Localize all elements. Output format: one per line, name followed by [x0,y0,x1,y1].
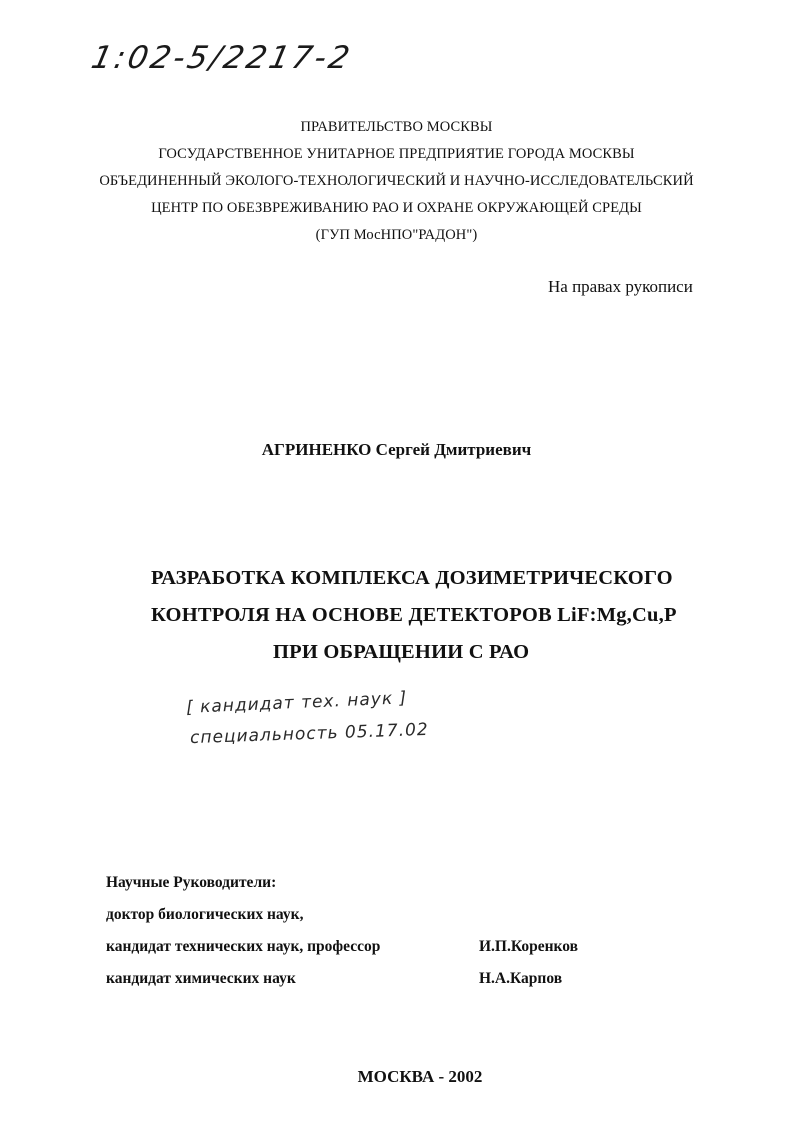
org-line-center-1: ОБЪЕДИНЕННЫЙ ЭКОЛОГО-ТЕХНОЛОГИЧЕСКИЙ И НАУЧНО-ИССЛЕДОВАТЕЛЬСКИЙ [99,173,694,189]
supervisor-degree-1: доктор биологических наук, [106,906,304,923]
author-name: АГРИНЕНКО Сергей Дмитриевич [261,440,532,459]
org-line-center-2: ЦЕНТР ПО ОБЕЗВРЕЖИВАНИЮ РАО И ОХРАНЕ ОКРУЖАЮЩЕЙ СРЕДЫ [151,200,642,216]
supervisor-name-2: И.П.Коренков [479,938,578,955]
handwritten-catalog-number: 1:02-5/2217-2 [88,40,356,76]
supervisors-heading: Научные Руководители: [106,874,277,891]
supervisor-degree-3: кандидат химических наук [106,970,296,987]
manuscript-rights-note: На правах рукописи [548,277,693,296]
supervisor-name-3: Н.А.Карпов [479,970,563,987]
thesis-title-line-2: КОНТРОЛЯ НА ОСНОВЕ ДЕТЕКТОРОВ LiF:Mg,Cu,P [151,604,677,626]
organization-header [0,114,793,249]
supervisor-degree-2: кандидат технических наук, профессор [106,938,381,955]
thesis-title-line-3: ПРИ ОБРАЩЕНИИ С РАО [273,641,530,663]
org-line-abbreviation: (ГУП МосНПО"РАДОН") [315,227,478,243]
city-year-footer: МОСКВА - 2002 [357,1067,483,1086]
thesis-title-line-1: РАЗРАБОТКА КОМПЛЕКСА ДОЗИМЕТРИЧЕСКОГО [151,567,673,589]
org-line-enterprise: ГОСУДАРСТВЕННОЕ УНИТАРНОЕ ПРЕДПРИЯТИЕ ГОРОДА МОСКВЫ [158,146,635,162]
org-line-government: ПРАВИТЕЛЬСТВО МОСКВЫ [300,119,493,135]
handwritten-specialty-note: специальность 05.17.02 [189,719,430,749]
handwritten-degree-note: [ кандидат тех. наук ] [185,688,408,718]
